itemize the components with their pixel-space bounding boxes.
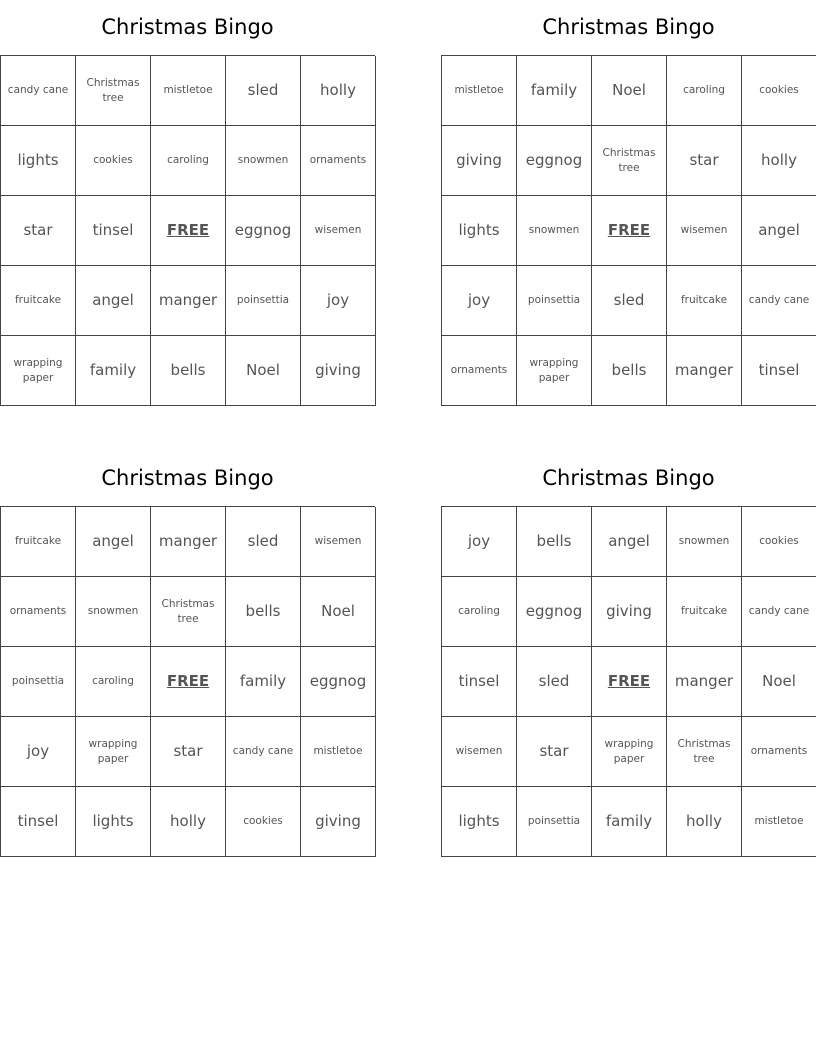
bingo-cell: bells xyxy=(226,577,301,647)
bingo-cell: joy xyxy=(442,507,517,577)
bingo-cell: caroling xyxy=(76,647,151,717)
bingo-cell: mistletoe xyxy=(442,56,517,126)
bingo-cell: family xyxy=(76,336,151,406)
bingo-cell: poinsettia xyxy=(517,787,592,857)
bingo-cell: angel xyxy=(76,507,151,577)
bingo-card-3 xyxy=(0,451,375,857)
bingo-cell: family xyxy=(517,56,592,126)
bingo-cell: cookies xyxy=(742,507,816,577)
bingo-cell: star xyxy=(667,126,742,196)
free-space-cell: FREE xyxy=(151,647,226,717)
bingo-cell: snowmen xyxy=(226,126,301,196)
bingo-cell: poinsettia xyxy=(1,647,76,717)
bingo-cell: fruitcake xyxy=(1,507,76,577)
bingo-cell: angel xyxy=(592,507,667,577)
bingo-cell: mistletoe xyxy=(301,717,376,787)
bingo-cell: eggnog xyxy=(517,577,592,647)
bingo-cell: angel xyxy=(742,196,816,266)
bingo-cell: angel xyxy=(76,266,151,336)
bingo-cell: ornaments xyxy=(442,336,517,406)
bingo-cell: star xyxy=(1,196,76,266)
bingo-cell: sled xyxy=(226,507,301,577)
free-space-cell: FREE xyxy=(151,196,226,266)
bingo-cell: holly xyxy=(151,787,226,857)
bingo-card-1 xyxy=(0,0,375,406)
bingo-cell: snowmen xyxy=(517,196,592,266)
bingo-cell: sled xyxy=(592,266,667,336)
bingo-cell: wrapping paper xyxy=(517,336,592,406)
bingo-cell: caroling xyxy=(667,56,742,126)
bingo-cell: tinsel xyxy=(1,787,76,857)
card-title: Christmas Bingo xyxy=(542,15,715,39)
bingo-card-4 xyxy=(441,451,816,857)
bingo-cell: Noel xyxy=(592,56,667,126)
free-space-cell: FREE xyxy=(592,647,667,717)
bingo-cell: manger xyxy=(151,507,226,577)
bingo-cell: ornaments xyxy=(301,126,376,196)
bingo-cell: fruitcake xyxy=(667,266,742,336)
bingo-cell: Christmas tree xyxy=(592,126,667,196)
bingo-cell: snowmen xyxy=(76,577,151,647)
bingo-cell: lights xyxy=(76,787,151,857)
bingo-cell: star xyxy=(151,717,226,787)
bingo-grid xyxy=(0,506,375,857)
free-space-cell: FREE xyxy=(592,196,667,266)
bingo-cell: family xyxy=(592,787,667,857)
bingo-cell: snowmen xyxy=(667,507,742,577)
bingo-cell: bells xyxy=(151,336,226,406)
bingo-cell: candy cane xyxy=(1,56,76,126)
bingo-cell: giving xyxy=(442,126,517,196)
bingo-cell: Christmas tree xyxy=(667,717,742,787)
bingo-cell: manger xyxy=(151,266,226,336)
bingo-grid xyxy=(441,506,816,857)
bingo-cell: candy cane xyxy=(742,577,816,647)
bingo-cell: Noel xyxy=(226,336,301,406)
bingo-cell: giving xyxy=(592,577,667,647)
bingo-cell: wisemen xyxy=(301,507,376,577)
bingo-cell: sled xyxy=(517,647,592,717)
bingo-cell: wrapping paper xyxy=(1,336,76,406)
bingo-cell: joy xyxy=(301,266,376,336)
bingo-cell: tinsel xyxy=(442,647,517,717)
card-title: Christmas Bingo xyxy=(542,466,715,490)
bingo-cell: giving xyxy=(301,336,376,406)
bingo-cell: bells xyxy=(592,336,667,406)
bingo-cell: joy xyxy=(1,717,76,787)
bingo-cell: mistletoe xyxy=(742,787,816,857)
bingo-cell: bells xyxy=(517,507,592,577)
bingo-cell: joy xyxy=(442,266,517,336)
bingo-cell: poinsettia xyxy=(517,266,592,336)
bingo-cell: caroling xyxy=(442,577,517,647)
bingo-cell: holly xyxy=(301,56,376,126)
bingo-cell: Noel xyxy=(742,647,816,717)
bingo-grid xyxy=(441,55,816,406)
bingo-cell: eggnog xyxy=(517,126,592,196)
bingo-cell: tinsel xyxy=(742,336,816,406)
bingo-cell: cookies xyxy=(76,126,151,196)
bingo-cell: Noel xyxy=(301,577,376,647)
bingo-cell: fruitcake xyxy=(667,577,742,647)
bingo-cell: lights xyxy=(442,787,517,857)
bingo-cell: manger xyxy=(667,647,742,717)
bingo-cell: wrapping paper xyxy=(592,717,667,787)
bingo-cell: lights xyxy=(442,196,517,266)
bingo-cell: holly xyxy=(667,787,742,857)
bingo-cell: caroling xyxy=(151,126,226,196)
bingo-cell: lights xyxy=(1,126,76,196)
bingo-grid xyxy=(0,55,375,406)
bingo-cell: star xyxy=(517,717,592,787)
bingo-cell: eggnog xyxy=(226,196,301,266)
bingo-cell: wisemen xyxy=(301,196,376,266)
bingo-cell: fruitcake xyxy=(1,266,76,336)
bingo-cell: candy cane xyxy=(226,717,301,787)
bingo-cell: ornaments xyxy=(1,577,76,647)
bingo-cell: eggnog xyxy=(301,647,376,717)
bingo-cell: manger xyxy=(667,336,742,406)
card-title: Christmas Bingo xyxy=(101,466,274,490)
bingo-cell: cookies xyxy=(742,56,816,126)
bingo-card-2 xyxy=(441,0,816,406)
bingo-cell: Christmas tree xyxy=(76,56,151,126)
bingo-cell: holly xyxy=(742,126,816,196)
bingo-cell: cookies xyxy=(226,787,301,857)
bingo-cell: wisemen xyxy=(442,717,517,787)
bingo-cell: wisemen xyxy=(667,196,742,266)
bingo-cell: Christmas tree xyxy=(151,577,226,647)
bingo-cell: sled xyxy=(226,56,301,126)
card-title: Christmas Bingo xyxy=(101,15,274,39)
bingo-cell: mistletoe xyxy=(151,56,226,126)
bingo-cell: tinsel xyxy=(76,196,151,266)
bingo-cell: poinsettia xyxy=(226,266,301,336)
bingo-cell: candy cane xyxy=(742,266,816,336)
bingo-cell: ornaments xyxy=(742,717,816,787)
bingo-cell: wrapping paper xyxy=(76,717,151,787)
bingo-cell: giving xyxy=(301,787,376,857)
bingo-cell: family xyxy=(226,647,301,717)
